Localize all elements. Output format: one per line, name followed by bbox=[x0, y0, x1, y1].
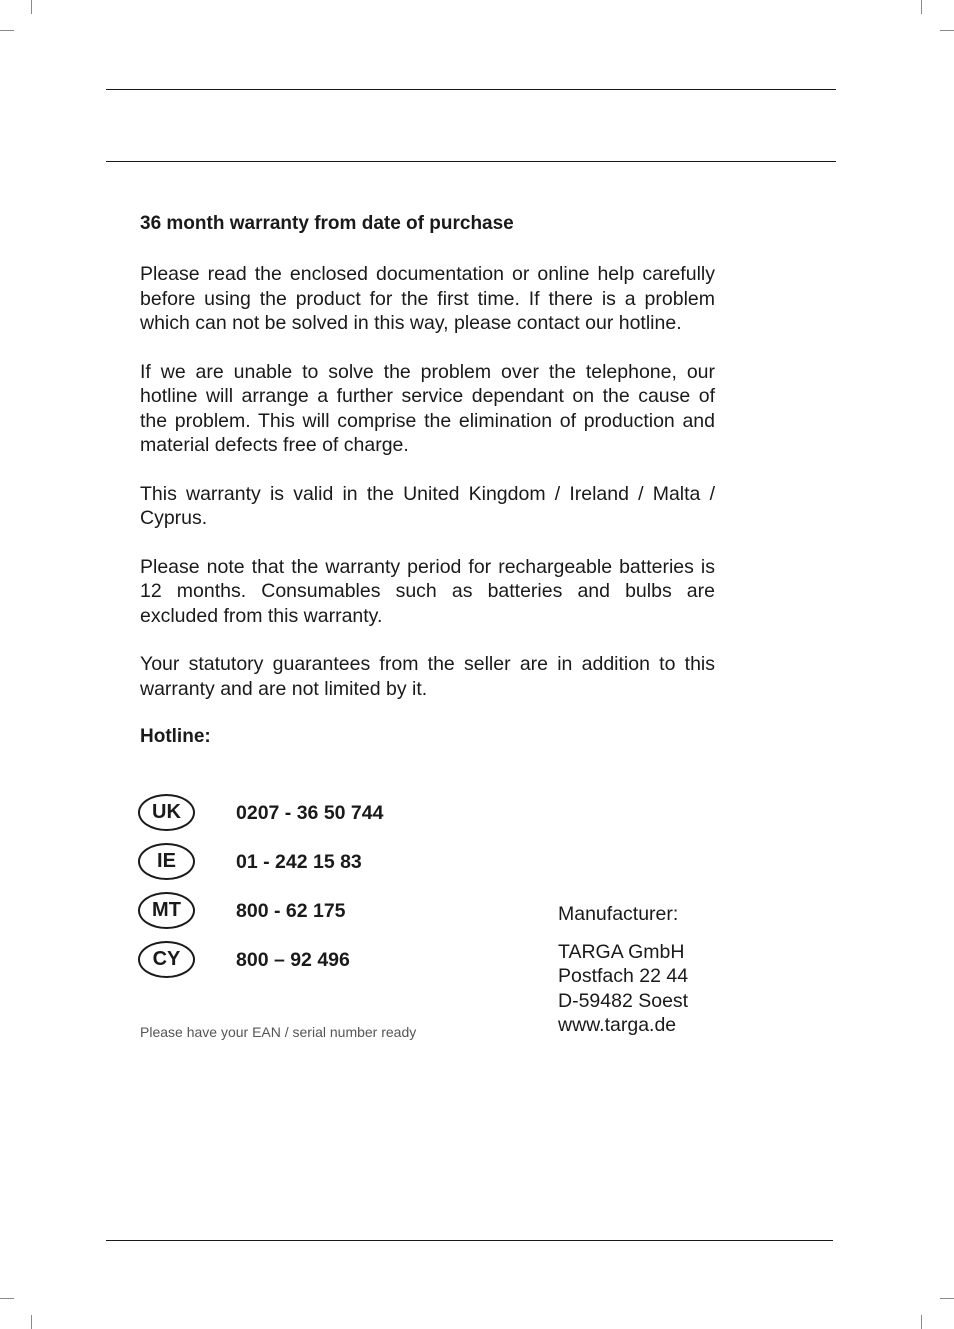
country-badge-mt: MT bbox=[138, 892, 195, 929]
crop-mark bbox=[921, 1315, 922, 1329]
crop-mark bbox=[940, 1298, 954, 1299]
paragraph-documentation: Please read the enclosed documentation or online help carefully before using the product for the first time. If there is a problem which can not be solved in this way, please contact our hotline. bbox=[140, 263, 715, 334]
paragraph-service: If we are unable to solve the problem over the telephone, our hotline will arrange a further service dependant on the cause of the problem. This will comprise the elimination of production and material defects free of charge. bbox=[140, 360, 715, 456]
manufacturer-label: Manufacturer: bbox=[558, 903, 679, 925]
hotline-row-ie bbox=[138, 840, 518, 889]
header-rule-bottom bbox=[106, 161, 836, 162]
manufacturer-po-box: Postfach 22 44 bbox=[558, 965, 689, 987]
paragraph-batteries: Please note that the warranty period for rechargeable batteries is 12 months. Consumables such as batteries and bulbs are excluded from this warranty. bbox=[140, 555, 715, 627]
crop-mark bbox=[31, 1315, 32, 1329]
crop-mark bbox=[921, 0, 922, 14]
paragraph-statutory: Your statutory guarantees from the seller are in addition to this warranty and are not limited by it. bbox=[140, 653, 715, 700]
crop-mark bbox=[940, 30, 954, 31]
country-badge-cy: CY bbox=[138, 941, 195, 978]
phone-number-ie: 01 - 242 15 83 bbox=[236, 851, 362, 873]
warranty-section bbox=[140, 212, 715, 749]
header-rule-top bbox=[106, 89, 836, 90]
crop-mark bbox=[31, 0, 32, 14]
serial-number-note: Please have your EAN / serial number ready bbox=[140, 1024, 417, 1040]
hotline-list bbox=[138, 791, 518, 987]
manufacturer-name: TARGA GmbH bbox=[558, 940, 685, 963]
country-badge-ie: IE bbox=[138, 843, 195, 880]
hotline-row-cy bbox=[138, 938, 518, 987]
hotline-row-mt bbox=[138, 889, 518, 938]
manufacturer-website: www.targa.de bbox=[558, 1014, 677, 1036]
manufacturer-city: D-59482 Soest bbox=[558, 989, 689, 1012]
crop-mark bbox=[0, 1298, 14, 1299]
phone-number-uk: 0207 - 36 50 744 bbox=[236, 802, 384, 824]
phone-number-cy: 800 – 92 496 bbox=[236, 949, 350, 971]
warranty-heading: 36 month warranty from date of purchase bbox=[140, 213, 514, 234]
phone-number-mt: 800 - 62 175 bbox=[236, 900, 346, 922]
paragraph-validity: This warranty is valid in the United Kingdom / Ireland / Malta / Cyprus. bbox=[140, 482, 715, 529]
manufacturer-block bbox=[558, 902, 688, 1038]
hotline-heading: Hotline: bbox=[140, 726, 211, 747]
crop-mark bbox=[0, 30, 14, 31]
footer-rule bbox=[106, 1240, 833, 1241]
country-badge-uk: UK bbox=[138, 794, 195, 831]
hotline-row-uk bbox=[138, 791, 518, 840]
